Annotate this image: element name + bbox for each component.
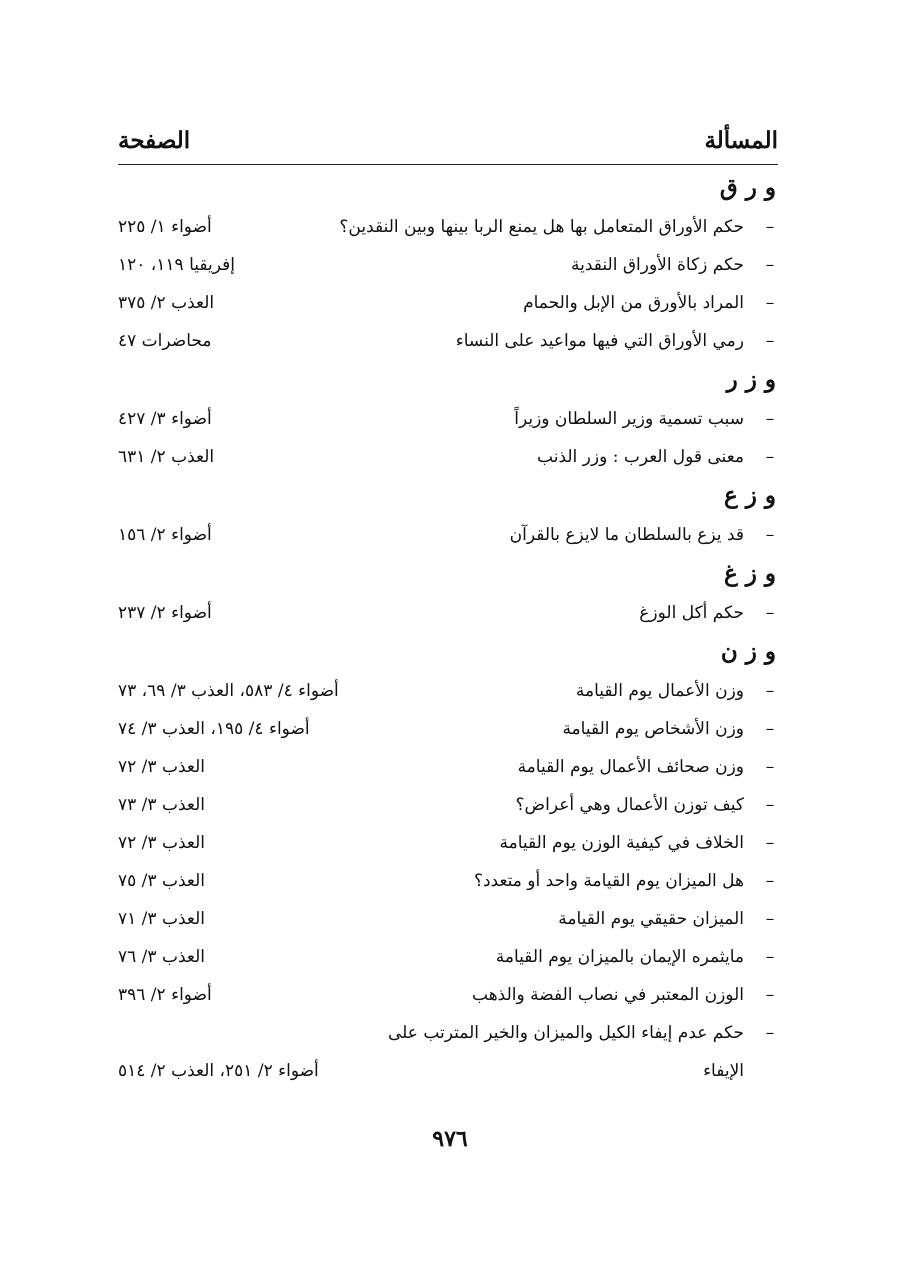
- entry-dash: –: [765, 409, 775, 429]
- entry-reference: العذب ٣/ ٧٣: [118, 795, 205, 815]
- index-entry: [118, 786, 778, 824]
- index-entry: [118, 400, 778, 438]
- entry-reference: أضواء ٢/ ٣٩٦: [118, 985, 212, 1005]
- entry-reference: أضواء ١/ ٢٢٥: [118, 217, 212, 237]
- entry-dash: –: [765, 603, 775, 623]
- entry-reference: العذب ٢/ ٣٧٥: [118, 293, 215, 313]
- entry-topic: حكم أكل الوزغ: [639, 603, 744, 623]
- entry-topic: حكم عدم إيفاء الكيل والميزان والخير المترتب على الإيفاء: [387, 1023, 744, 1081]
- entry-dash: –: [765, 985, 775, 1005]
- entry-topic: كيف توزن الأعمال وهي أعراض؟: [515, 795, 744, 815]
- index-entry: [118, 246, 778, 284]
- column-header: [118, 122, 778, 158]
- entry-reference: العذب ٣/ ٧١: [118, 909, 205, 929]
- entry-dash: –: [765, 795, 775, 815]
- entry-dash: –: [765, 1023, 775, 1043]
- section-heading: و ر ق: [719, 174, 776, 201]
- index-entry: [118, 322, 778, 360]
- entry-topic: المراد بالأورق من الإبل والحمام: [523, 293, 744, 313]
- index-entry: [118, 824, 778, 862]
- entry-topic: الخلاف في كيفية الوزن يوم القيامة: [499, 833, 744, 853]
- entry-topic: الوزن المعتبر في نصاب الفضة والذهب: [472, 985, 744, 1005]
- entry-dash: –: [765, 525, 775, 545]
- entry-topic: معنى قول العرب : وزر الذنب: [537, 447, 744, 467]
- index-entry: [118, 516, 778, 554]
- entry-reference: العذب ٣/ ٧٦: [118, 947, 205, 967]
- section-heading: و ز ن: [720, 638, 776, 665]
- index-entry: [118, 862, 778, 900]
- entry-reference: أضواء ٢/ ٢٣٧: [118, 603, 212, 623]
- entry-reference: العذب ٣/ ٧٢: [118, 833, 205, 853]
- entry-topic: وزن الأشخاص يوم القيامة: [562, 719, 744, 739]
- entry-dash: –: [765, 947, 775, 967]
- entry-reference: أضواء ٢/ ٢٥١، العذب ٢/ ٥١٤: [118, 1061, 319, 1081]
- entry-topic: وزن صحائف الأعمال يوم القيامة: [517, 757, 744, 777]
- index-entry: [118, 748, 778, 786]
- topic-column-label: المسألة: [704, 126, 778, 154]
- entry-dash: –: [765, 255, 775, 275]
- entry-reference: أضواء ٣/ ٤٢٧: [118, 409, 212, 429]
- index-entry: [118, 438, 778, 476]
- entry-dash: –: [765, 833, 775, 853]
- section-heading: و ز ع: [724, 482, 776, 509]
- entry-dash: –: [765, 293, 775, 313]
- index-entry: [118, 284, 778, 322]
- entry-topic: مايثمره الإيمان بالميزان يوم القيامة: [495, 947, 744, 967]
- entry-reference: محاضرات ٤٧: [118, 331, 212, 351]
- entry-topic: سبب تسمية وزير السلطان وزيراً: [514, 409, 744, 429]
- index-entry: [118, 710, 778, 748]
- entry-topic: الميزان حقيقي يوم القيامة: [558, 909, 744, 929]
- index-entry: [118, 672, 778, 710]
- entry-topic: هل الميزان يوم القيامة واحد أو متعدد؟: [473, 871, 744, 891]
- entry-reference: العذب ٢/ ٦٣١: [118, 447, 215, 467]
- entry-reference: العذب ٣/ ٧٢: [118, 757, 205, 777]
- entry-dash: –: [765, 447, 775, 467]
- entry-reference: أضواء ٢/ ١٥٦: [118, 525, 212, 545]
- index-list: [118, 168, 778, 1090]
- entry-dash: –: [765, 217, 775, 237]
- index-entry: [118, 594, 778, 632]
- entry-dash: –: [765, 681, 775, 701]
- entry-topic: رمي الأوراق التي فيها مواعيد على النساء: [455, 331, 744, 351]
- entry-topic: حكم الأوراق المتعامل بها هل يمنع الربا بينها وبين النقدين؟: [339, 217, 744, 237]
- entry-topic: حكم زكاة الأوراق النقدية: [571, 255, 744, 275]
- index-entry: [118, 938, 778, 976]
- index-entry: [118, 1014, 778, 1090]
- entry-topic: قد يزع بالسلطان ما لايزع بالقرآن: [509, 525, 744, 545]
- entry-reference: أضواء ٤/ ١٩٥، العذب ٣/ ٧٤: [118, 719, 310, 739]
- page-column-label: الصفحة: [118, 126, 191, 154]
- page-number: ٩٧٦: [432, 1126, 468, 1152]
- entry-dash: –: [765, 909, 775, 929]
- entry-dash: –: [765, 719, 775, 739]
- entry-reference: أضواء ٤/ ٥٨٣، العذب ٣/ ٦٩، ٧٣: [118, 681, 339, 701]
- entry-reference: إفريقيا ١١٩، ١٢٠: [118, 255, 235, 275]
- entry-reference: العذب ٣/ ٧٥: [118, 871, 205, 891]
- section-heading: و ز ر: [726, 366, 776, 393]
- header-divider: [118, 164, 778, 165]
- entry-topic: وزن الأعمال يوم القيامة: [575, 681, 744, 701]
- entry-dash: –: [765, 757, 775, 777]
- section-heading: و ز غ: [724, 560, 776, 587]
- index-entry: [118, 900, 778, 938]
- entry-dash: –: [765, 871, 775, 891]
- index-entry: [118, 976, 778, 1014]
- entry-dash: –: [765, 331, 775, 351]
- index-entry: [118, 208, 778, 246]
